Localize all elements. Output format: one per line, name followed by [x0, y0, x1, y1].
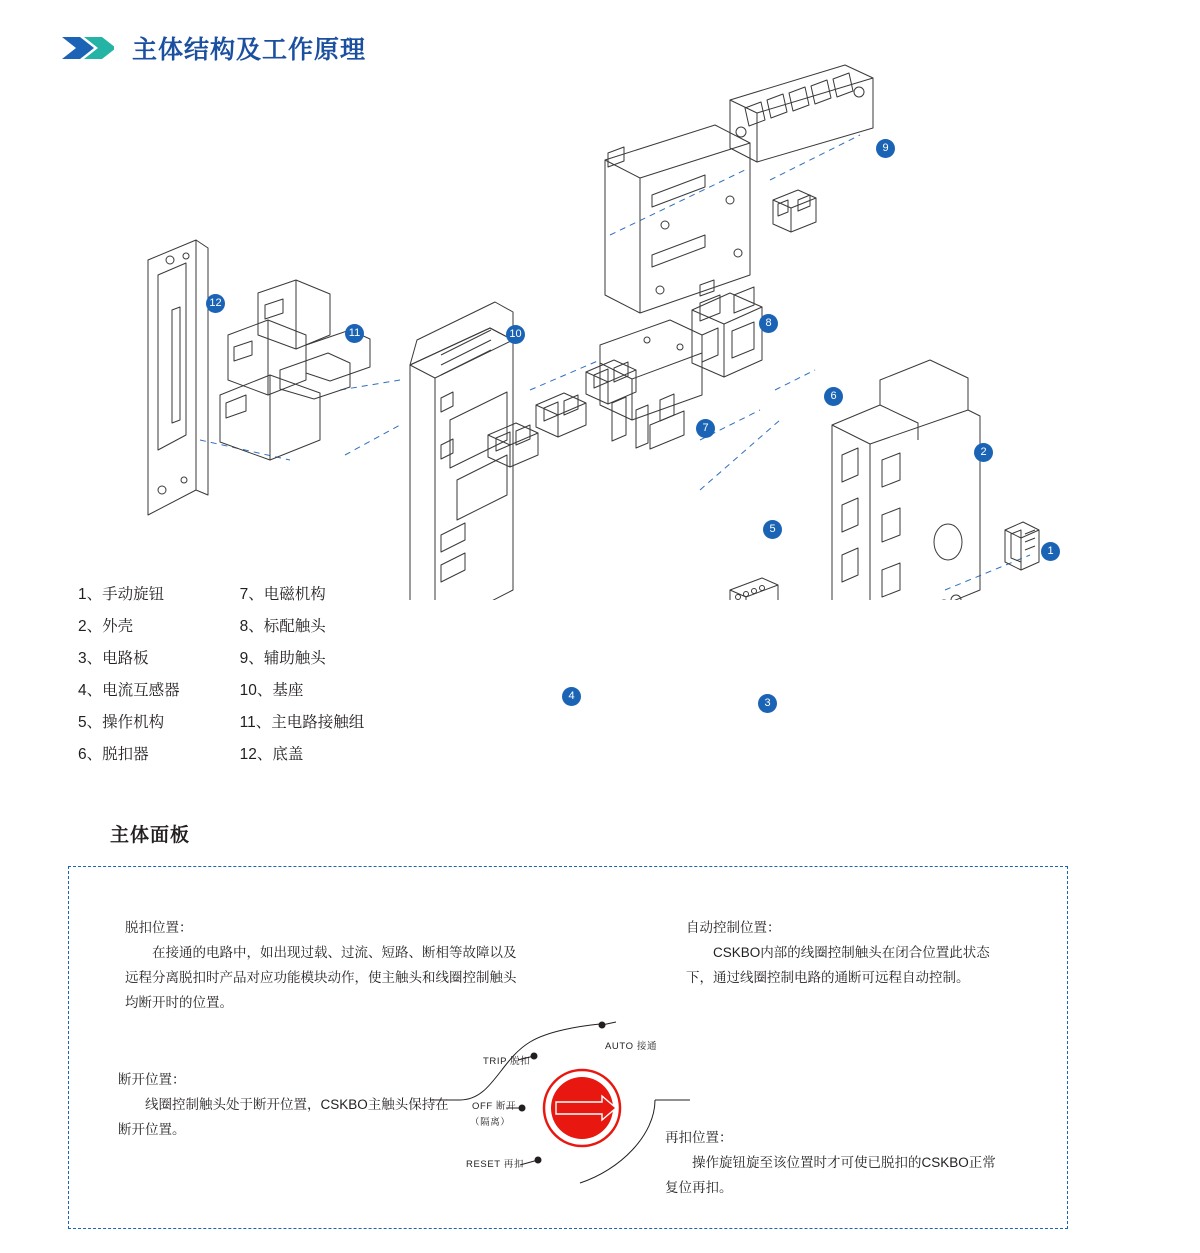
list-item: 6、脱扣器: [78, 746, 149, 763]
callout-marker-8: 8: [759, 314, 778, 333]
dial-label-trip: TRIP 脱扣: [483, 1056, 531, 1067]
off-position-title: 断开位置：: [118, 1072, 186, 1087]
callout-marker-2: 2: [974, 443, 993, 462]
list-item: 3、电路板: [78, 650, 149, 667]
reset-position-body: 操作旋钮旋至该位置时才可使已脱扣的CSKBO正常复位再扣。: [665, 1155, 996, 1195]
callout-marker-3: 3: [758, 694, 777, 713]
section-title-panel: 主体面板: [110, 825, 191, 846]
callout-marker-4: 4: [562, 687, 581, 706]
callout-marker-1: 1: [1041, 542, 1060, 561]
callout-marker-12: 12: [206, 294, 225, 313]
auto-position-text: [686, 915, 1016, 990]
trip-position-title: 脱扣位置：: [125, 920, 193, 935]
callout-marker-11: 11: [345, 324, 364, 343]
double-chevron-right-icon: [60, 35, 114, 61]
list-item: 5、操作机构: [78, 714, 165, 731]
rotary-dial-diagram: [430, 1020, 690, 1200]
list-item: 4、电流互感器: [78, 682, 180, 699]
callout-marker-10: 10: [506, 325, 525, 344]
list-item: 12、底盖: [239, 746, 304, 763]
dial-label-off: OFF 断开: [472, 1101, 517, 1112]
legend-column-right: [240, 585, 365, 764]
list-item: 9、辅助触头: [239, 650, 326, 667]
reset-position-title: 再扣位置：: [665, 1130, 733, 1145]
trip-position-body: 在接通的电路中，如出现过载、过流、短路、断相等故障以及远程分离脱扣时产品对应功能模块动作，使主触头和线圈控制触头均断开时的位置。: [125, 945, 517, 1010]
list-item: 1、手动旋钮: [78, 586, 165, 603]
list-item: 7、电磁机构: [239, 586, 326, 603]
assembly-illustration: [0, 60, 1200, 600]
callout-marker-7: 7: [696, 419, 715, 438]
callout-marker-9: 9: [876, 139, 895, 158]
off-position-text: [118, 1067, 458, 1142]
reset-position-text: [665, 1125, 1005, 1200]
list-item: 10、基座: [239, 682, 304, 699]
list-item: 2、外壳: [78, 618, 134, 635]
callout-marker-5: 5: [763, 520, 782, 539]
page-title: 主体结构及工作原理: [132, 36, 367, 64]
parts-legend: [78, 585, 498, 764]
auto-position-body: CSKBO内部的线圈控制触头在闭合位置此状态下，通过线圈控制电路的通断可远程自动控制。: [686, 945, 990, 985]
dial-label-auto: AUTO 接通: [605, 1041, 658, 1052]
list-item: 8、标配触头: [239, 618, 326, 635]
auto-position-title: 自动控制位置：: [686, 920, 781, 935]
dial-label-off-sub: （隔离）: [470, 1117, 511, 1128]
list-item: 11、主电路接触组: [239, 714, 365, 731]
dial-label-reset: RESET 再扣: [466, 1159, 524, 1170]
trip-position-text: [125, 915, 525, 1015]
callout-marker-6: 6: [824, 387, 843, 406]
legend-column-left: [78, 585, 180, 764]
off-position-body: 线圈控制触头处于断开位置，CSKBO主触头保持在断开位置。: [118, 1097, 449, 1137]
